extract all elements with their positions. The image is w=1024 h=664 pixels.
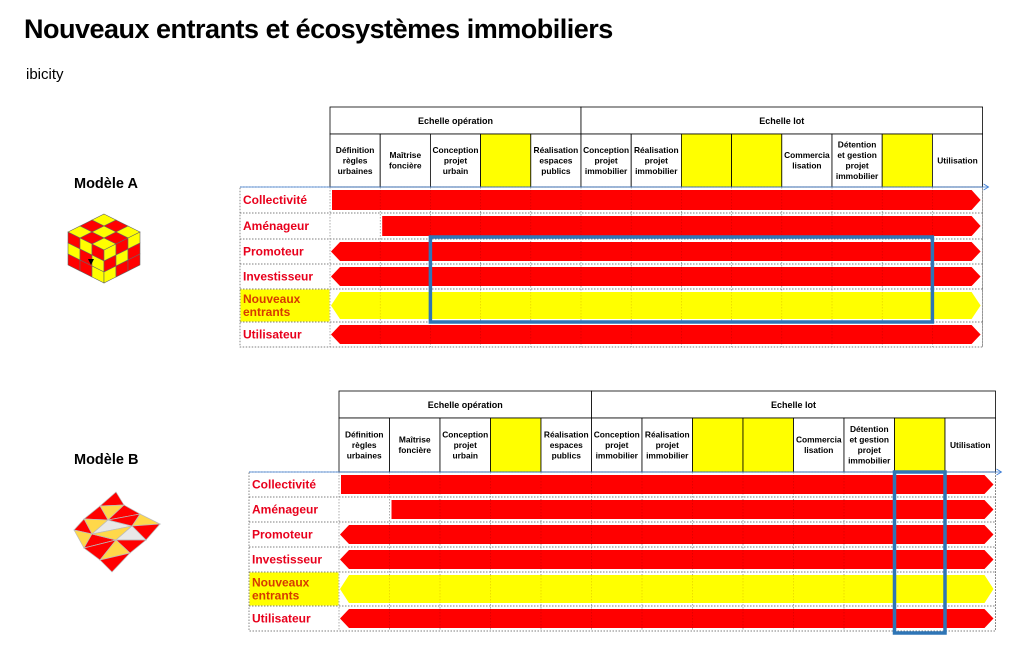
column-header-label: Conception projet urbain	[432, 144, 479, 176]
column-header-label: Maîtrise foncière	[398, 434, 432, 456]
row-label: Promoteur	[252, 527, 313, 542]
column-header-label: Définition règles urbaines	[335, 144, 375, 176]
header-group-operation-label: Echelle opération	[417, 116, 494, 126]
column-header-label: Réalisation espaces publics	[543, 429, 589, 461]
column-header-cell	[693, 418, 744, 472]
column-header-label: Conception projet immobilier	[593, 429, 640, 461]
column-header-cell	[743, 418, 794, 472]
row-label: Investisseur	[252, 552, 323, 567]
row-label: Collectivité	[252, 477, 317, 492]
column-header-label: Maîtrise foncière	[389, 150, 422, 171]
row-label: Nouveaux entrants	[243, 292, 301, 320]
row-label: Aménageur	[252, 502, 319, 517]
column-header-label: Réalisation projet immobilier	[644, 429, 690, 461]
row-label: Nouveaux entrants	[252, 575, 310, 603]
header-group-lot-label: Echelle lot	[759, 116, 805, 126]
column-header-label: Détention et gestion projet immobilier	[835, 139, 879, 182]
row-label: Utilisateur	[252, 611, 311, 626]
row-label: Promoteur	[243, 244, 304, 259]
row-label: Utilisateur	[243, 327, 302, 342]
page-subtitle: ibicity	[26, 66, 64, 83]
row-label: Investisseur	[243, 269, 314, 284]
column-header-label: Réalisation projet immobilier	[633, 144, 679, 176]
model-b-label: Modèle B	[74, 452, 139, 468]
column-header-cell	[491, 418, 542, 472]
model-a-label: Modèle A	[74, 176, 138, 192]
header-group-lot-label: Echelle lot	[770, 400, 817, 410]
column-header-label: Commercia lisation	[795, 434, 842, 456]
column-header-label: Commercia lisation	[784, 150, 830, 171]
column-header-label: Utilisation	[937, 155, 978, 166]
row-label: Collectivité	[243, 193, 308, 208]
page-title: Nouveaux entrants et écosystèmes immobiliers	[24, 14, 613, 44]
header-group-operation-label: Echelle opération	[427, 400, 503, 410]
column-header-label: Définition règles urbaines	[344, 429, 384, 461]
column-header-label: Réalisation espaces publics	[533, 144, 579, 176]
column-header-label: Détention et gestion projet immobilier	[848, 424, 891, 466]
column-header-cell	[895, 418, 946, 472]
column-header-label: Utilisation	[950, 439, 991, 450]
column-header-label: Conception projet immobilier	[583, 144, 630, 176]
column-header-label: Conception projet urbain	[442, 429, 489, 461]
row-label: Aménageur	[243, 219, 310, 234]
